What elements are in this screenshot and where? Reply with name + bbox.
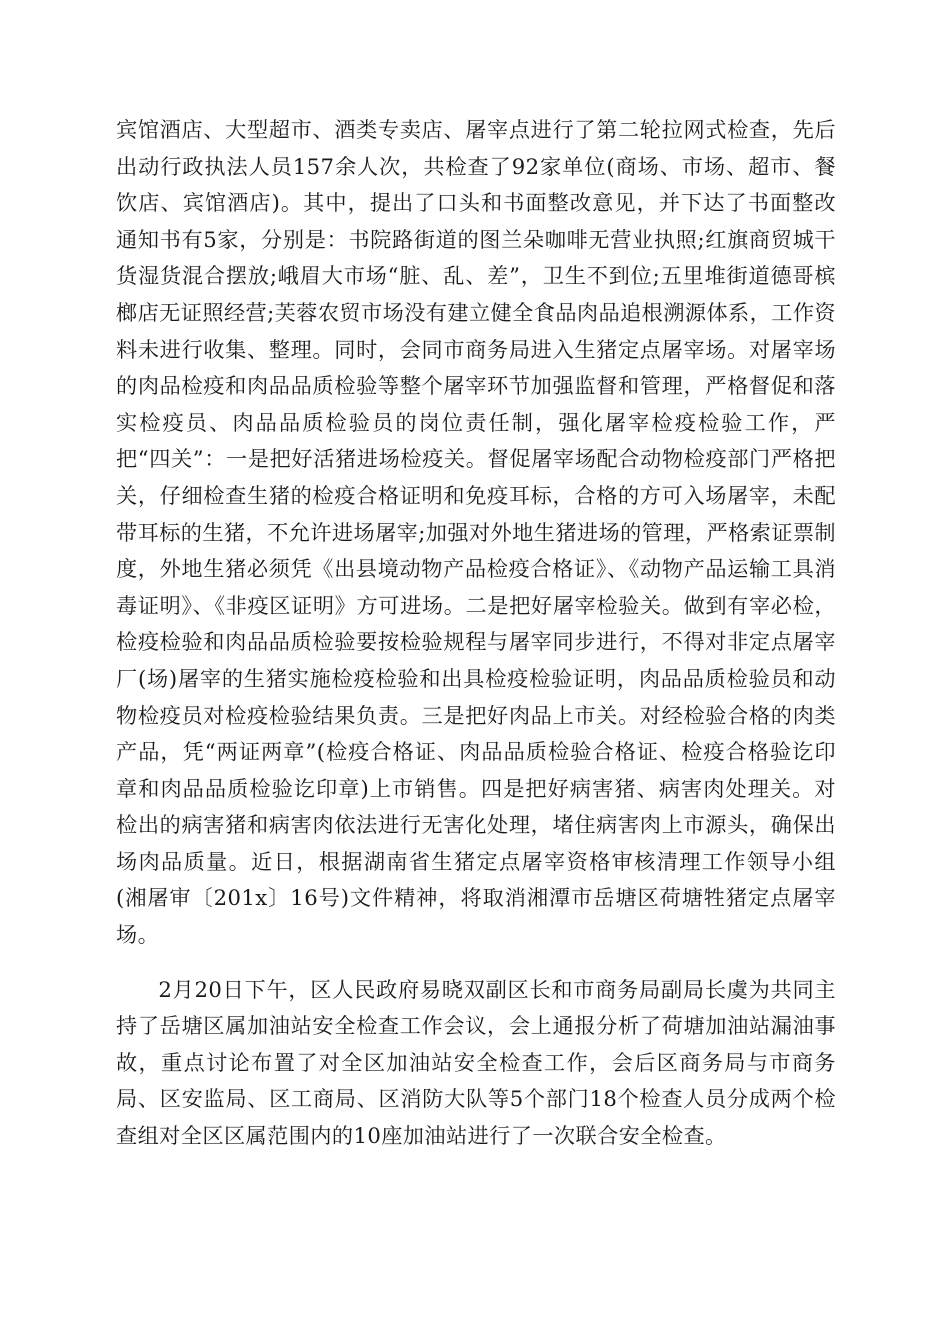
document-body — [116, 112, 836, 1155]
paragraph-inspection-report: 宾馆酒店、大型超市、酒类专卖店、屠宰点进行了第二轮拉网式检查，先后出动行政执法人员157余人次，共检查了92家单位(商场、市场、超市、餐饮店、宾馆酒店)。其中，提出了口头和书面整改意见，并下达了书面整改通知书有5家，分别是：书院路街道的图兰朵咖啡无营业执照;红旗商贸城干货湿货混合摆放;峨眉大市场“脏、乱、差”，卫生不到位;五里堆街道德哥槟榔店无证照经营;芙蓉农贸市场没有建立健全食品肉品追根溯源体系，工作资料未进行收集、整理。同时，会同市商务局进入生猪定点屠宰场。对屠宰场的肉品检疫和肉品品质检验等整个屠宰环节加强监督和管理，严格督促和落实检疫员、肉品品质检验员的岗位责任制，强化屠宰检疫检验工作，严把“四关”：一是把好活猪进场检疫关。督促屠宰场配合动物检疫部门严格把关，仔细检查生猪的检疫合格证明和免疫耳标，合格的方可入场屠宰，未配带耳标的生猪，不允许进场屠宰;加强对外地生猪进场的管理，严格索证票制度，外地生猪必须凭《出县境动物产品检疫合格证》、《动物产品运输工具消毒证明》、《非疫区证明》方可进场。二是把好屠宰检验关。做到有宰必检，检疫检验和肉品品质检验要按检验规程与屠宰同步进行，不得对非定点屠宰厂(场)屠宰的生猪实施检疫检验和出具检疫检验证明，肉品品质检验员和动物检疫员对检疫检验结果负责。三是把好肉品上市关。对经检验合格的肉类产品，凭“两证两章”(检疫合格证、肉品品质检验合格证、检疫合格验讫印章和肉品品质检验讫印章)上市销售。四是把好病害猪、病害肉处理关。对检出的病害猪和病害肉依法进行无害化处理，堵住病害肉上市源头，确保出场肉品质量。近日，根据湖南省生猪定点屠宰资格审核清理工作领导小组(湘屠审〔201x〕16号)文件精神，将取消湘潭市岳塘区荷塘牲猪定点屠宰场。 — [116, 117, 836, 948]
paragraph-gas-station-meeting: 2月20日下午，区人民政府易晓双副区长和市商务局副局长虞为共同主持了岳塘区属加油站安全检查工作会议，会上通报分析了荷塘加油站漏油事故，重点讨论布置了对全区加油站安全检查工作，会后区商务局与市商务局、区安监局、区工商局、区消防大队等5个部门18个检查人员分成两个检查组对全区区属范围内的10座加油站进行了一次联合安全检查。 — [116, 976, 836, 1149]
